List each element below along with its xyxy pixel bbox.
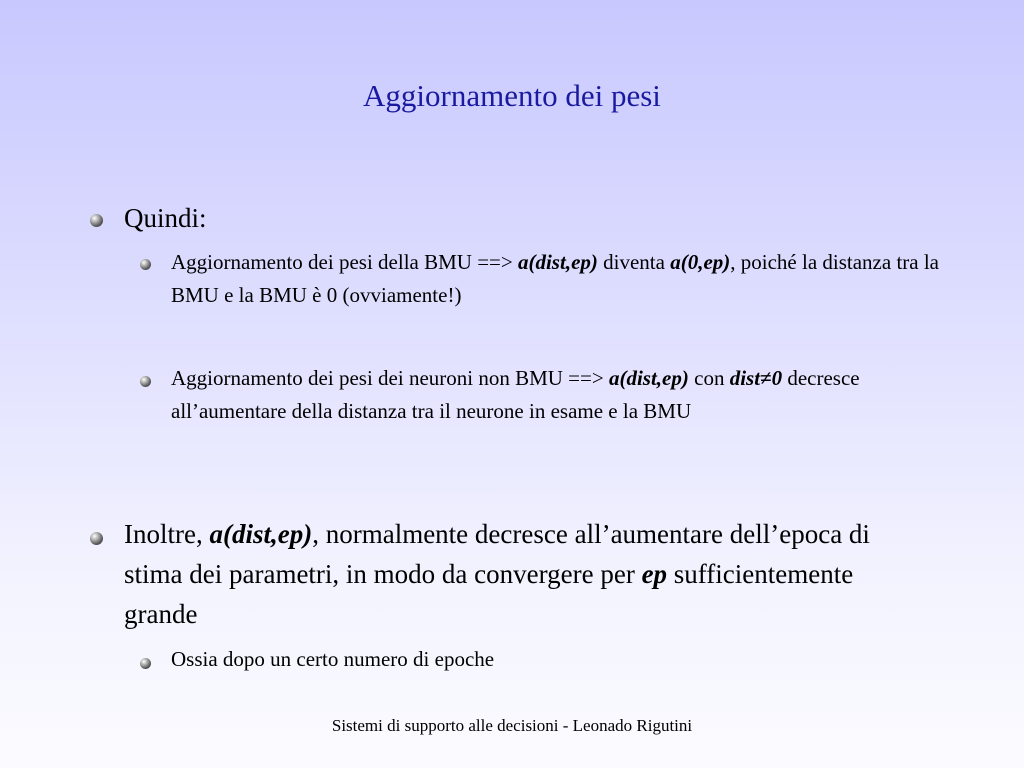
- slide-title: Aggiornamento dei pesi: [363, 78, 661, 113]
- sub-bullet-bmu-update: Aggiornamento dei pesi della BMU ==> a(dist,ep) diventa a(0,ep), poiché la distanza tra la BMU e la BMU è 0 (ovviamente!): [171, 250, 940, 307]
- sub-bullet-icon: [140, 259, 151, 270]
- bullet-icon: [90, 532, 103, 545]
- bullet-inoltre: Inoltre, a(dist,ep), normalmente decresce all’aumentare dell’epoca di stima dei parametri, in modo da convergere per ep sufficientemente grande: [124, 519, 870, 629]
- sub-bullet-icon: [140, 376, 151, 387]
- bullet-icon: [90, 214, 103, 227]
- sub-bullet-epochs: Ossia dopo un certo numero di epoche: [171, 647, 495, 671]
- sub-bullet-non-bmu-update: Aggiornamento dei pesi dei neuroni non BMU ==> a(dist,ep) con dist≠0 decresce all’aumentare della distanza tra il neurone in esame e la BMU: [171, 366, 860, 423]
- bullet-quindi: Quindi:: [124, 203, 207, 233]
- slide-footer: Sistemi di supporto alle decisioni - Leonado Rigutini: [331, 716, 693, 735]
- sub-bullet-icon: [140, 658, 151, 669]
